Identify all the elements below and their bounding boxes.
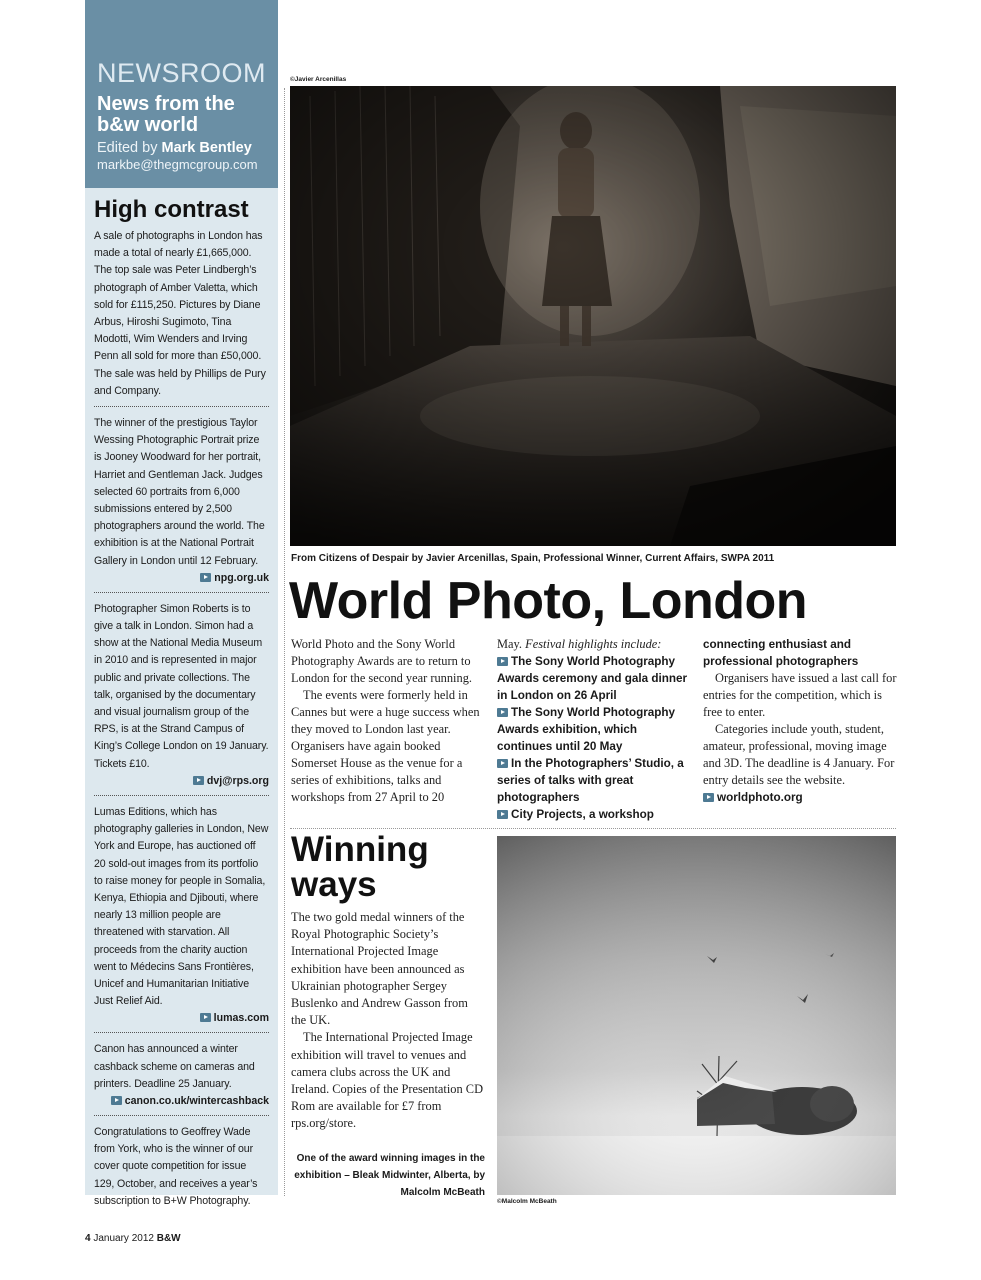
highlight-item [497, 653, 693, 704]
photo-credit: ©Malcolm McBeath [497, 1198, 557, 1205]
photo-caption: One of the award winning images in the exhibition – Bleak Midwinter, Alberta, by Malcolm McBeath [294, 1153, 485, 1198]
website-link[interactable] [703, 789, 899, 806]
highlight-item [497, 704, 693, 755]
play-arrow-icon [200, 573, 211, 582]
highlight-text: In the Photographers’ Studio, a series of talks with great photographers [497, 757, 684, 804]
section-divider [290, 828, 896, 829]
brief-link[interactable] [94, 1010, 269, 1026]
play-arrow-icon [703, 793, 714, 802]
title-line: Winning [291, 830, 429, 869]
brief-link-text[interactable]: dvj@rps.org [206, 774, 269, 787]
brief-link-text[interactable]: npg.org.uk [214, 571, 269, 584]
page-footer [85, 1233, 181, 1244]
highlights-intro [497, 636, 693, 653]
article-column-1 [291, 636, 487, 806]
winning-article-body [291, 909, 486, 1133]
brief-text: The winner of the prestigious Taylor Wessing Photographic Portrait prize is Jooney Woodward for her portrait, Harriet and Gentleman Jack. Judges selected 60 portraits from 6,000 submissions entered by 2,500 photographers around the world. The exhibition is at the National Portrait Gallery in London until 12 February. [94, 417, 265, 567]
dotted-divider [94, 1032, 269, 1033]
dotted-divider [94, 406, 269, 407]
play-arrow-icon [111, 1096, 122, 1105]
brief-text: Canon has announced a winter cashback scheme on cameras and printers. Deadline 25 January. [94, 1043, 255, 1090]
intro-text: May. [497, 637, 523, 651]
highlight-item [497, 755, 693, 806]
issue-date: January 2012 [93, 1233, 154, 1244]
website-link-text[interactable]: worldphoto.org [717, 791, 803, 804]
paragraph: World Photo and the Sony World Photography Awards are to return to London for the second year running. [291, 637, 472, 685]
brief-text: Lumas Editions, which has photography galleries in London, New York and Europe, has auctioned off 20 sold-out images from its portfolio to raise money for people in Somalia, Kenya, Ethiopia and Djibouti, where nearly 13 million people are threatened with starvation. All proceeds from the charity auction went to Médecins Sans Frontières, Unicef and Humanitarian Initiative Just Relief Aid. [94, 805, 269, 1008]
play-arrow-icon [497, 810, 508, 819]
play-arrow-icon [193, 776, 204, 785]
play-arrow-icon [497, 708, 508, 717]
dotted-divider [94, 592, 269, 593]
brief-link[interactable] [94, 570, 269, 586]
play-arrow-icon [497, 759, 508, 768]
brief-text: Photographer Simon Roberts is to give a talk in London. Simon had a show at the National Media Museum in 2010 and is represented in major public and private collections. The talk, organised by the documentary and visual journalism group of the RPS, is at the Strand Campus of King’s College London on 19 January. Tickets £10. [94, 602, 269, 770]
paragraph: The International Projected Image exhibition will travel to venues and camera clubs across the UK and Ireland. Copies of the Presentation CD Rom are available for £7 from rps.org/store. [291, 1030, 484, 1131]
paragraph: The two gold medal winners of the Royal Photographic Society’s International Projected Image exhibition have been announced as Ukrainian photographer Sergey Buslenko and Andrew Gasson from the UK. [291, 910, 468, 1028]
paragraph: Organisers have issued a last call for entries for the competition, which is free to enter. [703, 671, 897, 719]
article-column-3 [703, 636, 899, 806]
intro-italic: Festival highlights include: [525, 637, 662, 651]
magazine-name: B&W [156, 1233, 181, 1244]
highlight-text: City Projects, a workshop [511, 808, 654, 821]
dotted-divider [94, 795, 269, 796]
photo-illustration [497, 836, 896, 1195]
brief-link-text[interactable]: canon.co.uk/wintercashback [124, 1094, 269, 1107]
edited-by-prefix: Edited by [97, 140, 158, 156]
sidebar-subtitle: News from the b&w world [97, 93, 235, 136]
editor-name: Mark Bentley [161, 140, 252, 156]
section-label: NEWSROOM [97, 58, 266, 88]
brief-text: A sale of photographs in London has made a total of nearly £1,665,000. The top sale was Peter Lindbergh’s photograph of Amber Valetta, which sold for £115,250. Pictures by Diane Arbus, Hiroshi Sugimoto, Tina Modotti, Wim Wenders and Irving Penn all sold for more than £50,000. The sale was held by Phillips de Pury and Company. [94, 230, 266, 397]
brief-text: Congratulations to Geoffrey Wade from York, who is the winner of our cover quote competition for issue 129, October, and receives a year’s subscription to B+W Photography. [94, 1125, 258, 1207]
page-number: 4 [85, 1233, 91, 1244]
play-arrow-icon [200, 1013, 211, 1022]
article-title: World Photo, London [289, 572, 808, 630]
photo-caption: From Citizens of Despair by Javier Arcenillas, Spain, Professional Winner, Current Affairs, SWPA 2011 [291, 553, 775, 564]
citizens-of-despair-photo [290, 86, 896, 546]
editor-line [97, 140, 268, 157]
brief-link[interactable] [94, 1093, 269, 1109]
sidebar-header [85, 0, 278, 188]
dotted-divider [94, 1115, 269, 1116]
highlight-text: The Sony World Photography Awards ceremony and gala dinner in London on 26 April [497, 655, 688, 702]
brief-link-text[interactable]: lumas.com [213, 1012, 269, 1025]
article-title-winning [291, 832, 491, 902]
article-column-2 [497, 636, 693, 823]
column-rule [284, 88, 285, 1196]
paragraph: Categories include youth, student, amateur, professional, moving image and 3D. The deadline is 4 January. For entry details see the website. [703, 722, 895, 787]
highlight-continuation: connecting enthusiast and professional photographers [703, 638, 859, 668]
photo-credit: ©Javier Arcenillas [290, 76, 347, 83]
highlight-item [497, 806, 693, 823]
sidebar-headline: High contrast [94, 196, 249, 223]
title-line: ways [291, 865, 377, 904]
editor-email[interactable]: markbe@thegmcgroup.com [97, 157, 258, 172]
play-arrow-icon [497, 657, 508, 666]
paragraph: The events were formerly held in Cannes but were a huge success when they moved to London last year. Organisers have again booked Somerset House as the venue for a series of exhibitions, talks and workshops from 27 April to 20 [291, 688, 480, 804]
brief-link[interactable] [94, 773, 269, 789]
sidebar-news-briefs [85, 188, 278, 1207]
photo-illustration [290, 86, 896, 546]
highlight-text: The Sony World Photography Awards exhibition, which continues until 20 May [497, 706, 676, 753]
bleak-midwinter-photo [497, 836, 896, 1195]
